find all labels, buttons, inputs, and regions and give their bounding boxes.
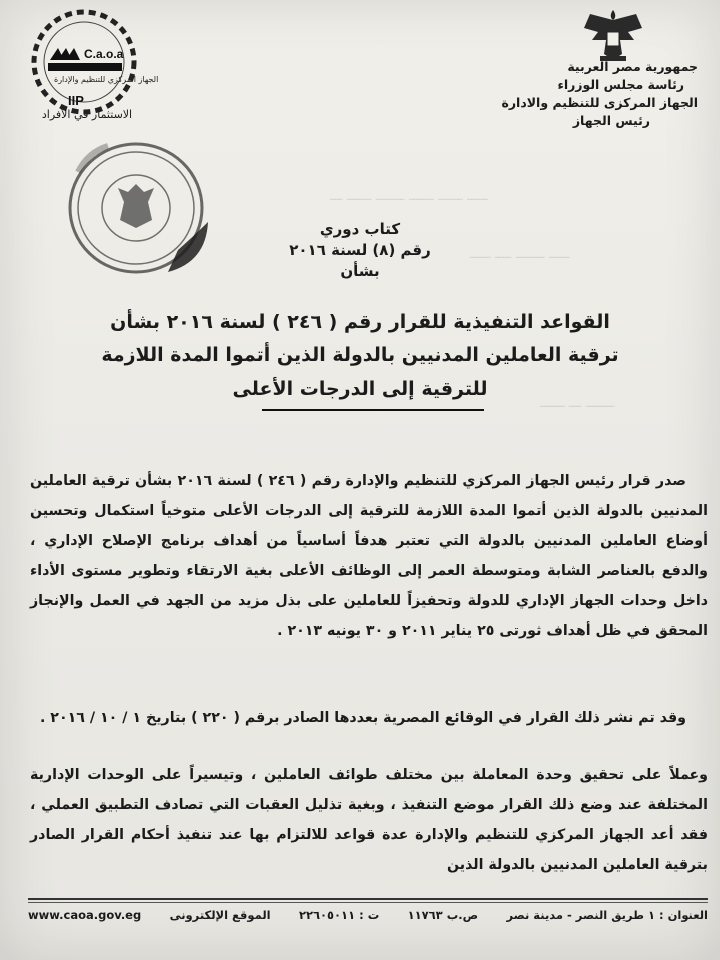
logo-slogan: الاستثمار في الأفراد <box>41 108 133 121</box>
document-number: رقم (٨) لسنة ٢٠١٦ <box>289 241 431 259</box>
regarding-label: بشأن <box>340 262 380 280</box>
header-head-title: رئيس الجهاز <box>572 113 650 129</box>
header-country: جمهورية مصر العربية <box>567 59 698 74</box>
eagle-emblem-icon <box>580 6 646 64</box>
footer-website-label: الموقع الإلكترونى <box>169 908 271 922</box>
svg-text:IIP: IIP <box>68 93 84 108</box>
footer-address: العنوان : ١ طريق النصر - مدينة نصر <box>506 908 708 922</box>
bleed-through-text: ـــــــ ـــ ــــــ <box>540 395 615 411</box>
document-type: كتاب دوري <box>319 220 401 238</box>
footer-po-box: ص.ب ١١٧٦٣ <box>407 908 479 922</box>
caoa-logo <box>28 8 159 120</box>
footer-phone: ت : ٢٢٦٠٥٠١١ <box>298 908 380 922</box>
body-paragraph-2: وقد تم نشر ذلك القرار في الوقائع المصرية بعددها الصادر برقم ( ٢٢٠ ) بتاريخ ١ / ١٠ / ٢٠١٦ . <box>39 710 686 726</box>
bleed-through-text: ـــــ ــــــ ــــــ ـــــــ ــــــ ـــ <box>330 188 488 204</box>
footer-divider <box>28 898 708 900</box>
footer <box>28 908 708 922</box>
footer-website[interactable]: www.caoa.gov.eg <box>28 908 142 922</box>
header-agency: الجهاز المركزى للتنظيم والادارة <box>501 95 698 111</box>
subject-underline <box>262 409 484 411</box>
official-stamp <box>58 132 218 282</box>
body-paragraph-3: وعملاً على تحقيق وحدة المعاملة بين مختلف طوائف العاملين ، وتيسيراً على الوحدات الإدارية المختلفة عند وضع ذلك القرار موضع التنفيذ ، وبغية تذليل العقبات التي تصادف التطبيق العملي ، فقد أعد الجهاز المركزي للتنظيم والإدارة عدة قواعد للالتزام بها عند تنفيذ أحكام القرار الصادر بترقية العاملين المدنيين بالدولة الذين <box>30 767 708 873</box>
svg-text:الجهاز المركزي للتنظيم والإدار: الجهاز المركزي للتنظيم والإدارة <box>54 75 159 84</box>
bleed-through-text: ـــــ ـــــــ ــــ ـــــ <box>470 246 570 262</box>
document-subject: القواعد التنفيذية للقرار رقم ( ٢٤٦ ) لسنة ٢٠١٦ بشأن ترقية العاملين المدنيين بالدولة الذين أتموا المدة اللازمة للترقية إلى الدرجات الأعلى <box>101 311 619 400</box>
header-cabinet: رئاسة مجلس الوزراء <box>557 77 684 93</box>
footer-divider <box>28 902 708 903</box>
svg-text:C.a.o.a: C.a.o.a <box>84 47 124 61</box>
body-paragraph-1: صدر قرار رئيس الجهاز المركزي للتنظيم والإدارة رقم ( ٢٤٦ ) لسنة ٢٠١٦ بشأن ترقية العاملين المدنيين بالدولة الذين أتموا المدة اللازمة للترقية إلى الدرجات الأعلى متوخياً استكمال وتحسين أوضاع العاملين المدنيين بالدولة التي تعتبر هدفاً أساسياً من أهداف برنامج الإصلاح الإداري ، والدفع بالعناصر الشابة ومتوسطة العمر إلى الوظائف الأعلى بغية الارتقاء وتطوير مستوى الأداء داخل وحدات الجهاز الإداري للدولة وتحفيزاً للعاملين على بذل مزيد من الجهد في العمل والإنجاز المحقق في ظل أهداف ثورتى ٢٥ يناير ٢٠١١ و ٣٠ يونيه ٢٠١٣ . <box>30 473 708 639</box>
government-header <box>398 58 698 131</box>
